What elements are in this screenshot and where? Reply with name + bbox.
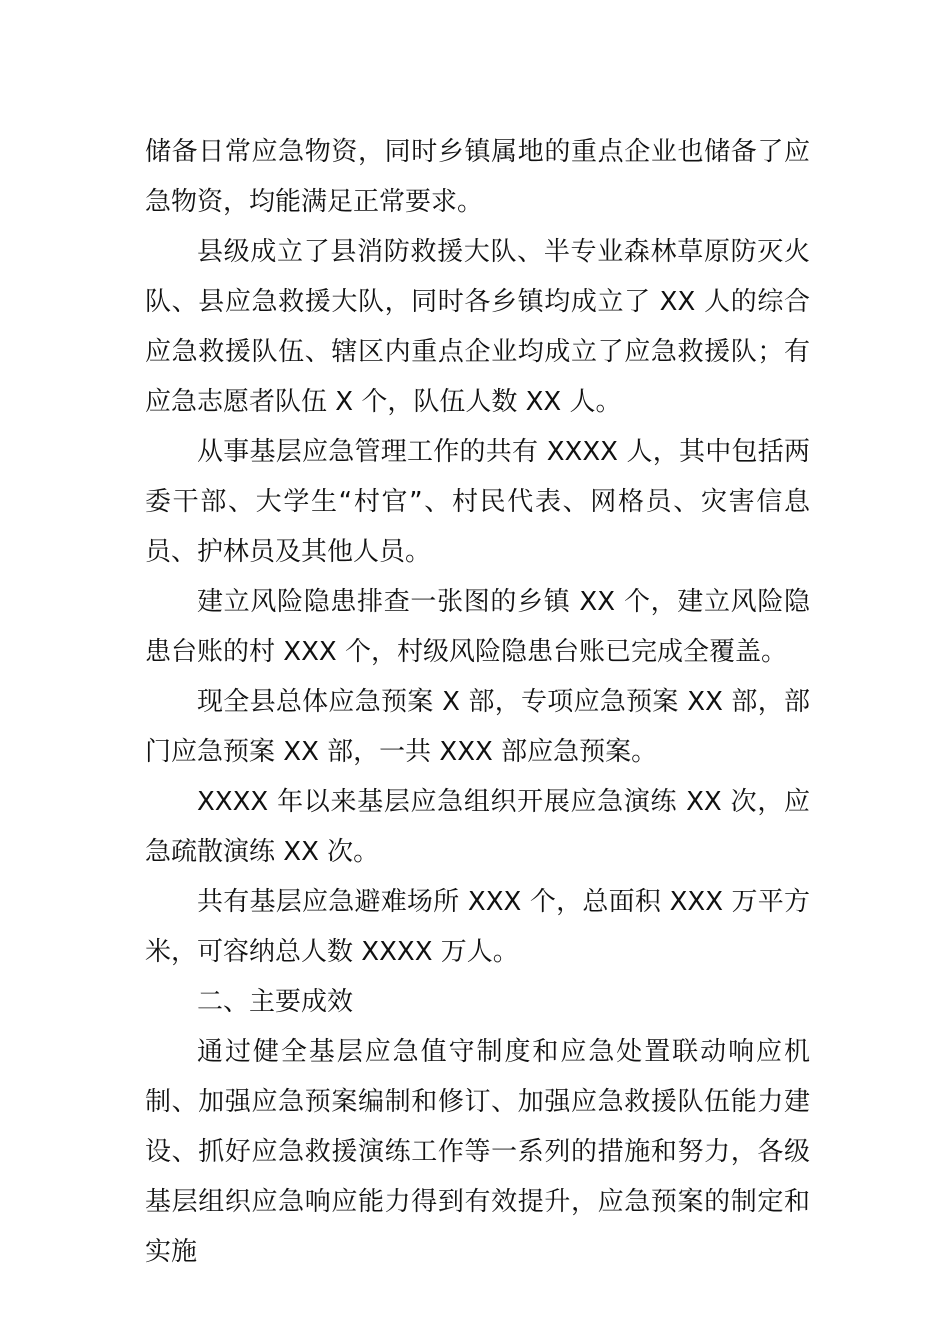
paragraph-rescue-teams: 县级成立了县消防救援大队、半专业森林草原防灭火队、县应急救援大队，同时各乡镇均成立了 XX 人的综合应急救援队伍、辖区内重点企业均成立了应急救援队；有应急志愿者队伍 X 个，队伍人数 XX 人。: [145, 237, 810, 417]
paragraph-main-results: 通过健全基层应急值守制度和应急处置联动响应机制、加强应急预案编制和修订、加强应急救援队伍能力建设、抓好应急救援演练工作等一系列的措施和努力，各级基层组织应急响应能力得到有效提升，应急预案的制定和实施: [145, 1037, 810, 1267]
paragraph-risk-investigation: 建立风险隐患排查一张图的乡镇 XX 个，建立风险隐患台账的村 XXX 个，村级风险隐患台账已完成全覆盖。: [145, 587, 810, 667]
section-heading-main-results: 二、主要成效: [197, 987, 354, 1017]
paragraph-management-staff: 从事基层应急管理工作的共有 XXXX 人，其中包括两委干部、大学生“村官”、村民代表、网格员、灾害信息员、护林员及其他人员。: [145, 437, 810, 567]
document-body: [145, 127, 810, 1277]
paragraph-emergency-plans: 现全县总体应急预案 X 部，专项应急预案 XX 部，部门应急预案 XX 部，一共 XXX 部应急预案。: [145, 687, 810, 767]
paragraph-drills: XXXX 年以来基层应急组织开展应急演练 XX 次，应急疏散演练 XX 次。: [145, 787, 810, 867]
paragraph-emergency-supplies: 储备日常应急物资，同时乡镇属地的重点企业也储备了应急物资，均能满足正常要求。: [145, 137, 810, 217]
paragraph-shelters: 共有基层应急避难场所 XXX 个，总面积 XXX 万平方米，可容纳总人数 XXXX 万人。: [145, 887, 810, 967]
